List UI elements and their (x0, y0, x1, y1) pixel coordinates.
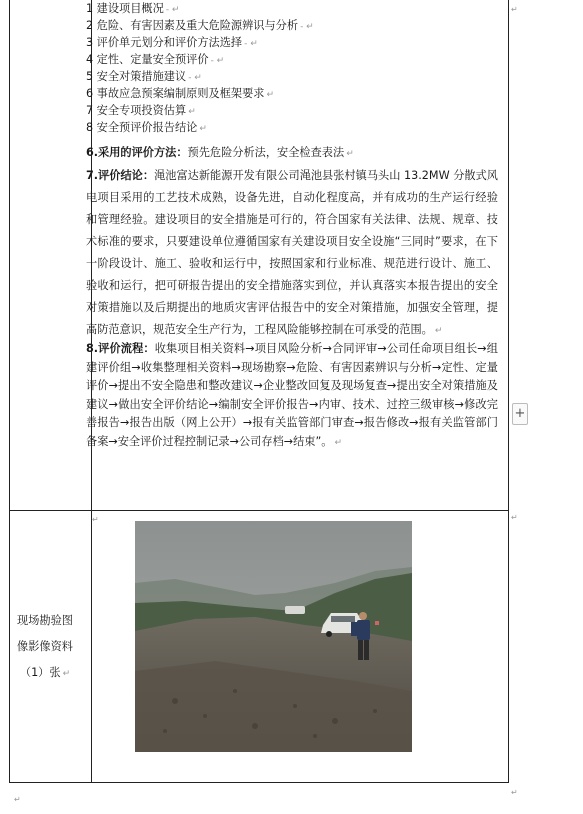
paragraph-mark: ↵ (334, 437, 343, 448)
site-survey-photo (135, 521, 412, 752)
list-item (86, 119, 498, 136)
paragraph-mark: - ↵ (188, 73, 202, 83)
label-line-text: （1）张 (19, 666, 61, 679)
paragraph-mark: ↵ (266, 90, 275, 100)
paragraph-mark: ↵ (434, 326, 443, 336)
photo-section-label (10, 608, 80, 687)
paragraph-mark: - ↵ (165, 5, 180, 15)
content-cell (86, 0, 498, 452)
list-item (86, 102, 498, 119)
row-divider (10, 510, 509, 511)
list-item-text: 1 建设项目概况 (86, 2, 164, 15)
conclusion-text: 渑池富达新能源开发有限公司渑池县张村镇马头山 13.2MW 分散式风电项目采用的工艺技术成熟，设备先进，自动化程度高，并有成功的生产运行经验和管理经验。建设项目的安全措施是可行的，符合国家有关法律、法规、规章、技术标准的要求，只要建设单位遵循国家有关建设项目安全设施“三同时”要求，在下一阶段设计、施工、验收和运行中，按照国家和行业标准、规范进行设计、施工、验收和运行，把可研报告提出的安全措施落实到位，并认真落实本报告提出的安全对策措施以及后期提出的地质灾害评估报告中的安全对策措施，加强安全管理，提高防范意识，规范安全生产行为，工程风险能够控制在可承受的范围。 (86, 169, 498, 336)
paragraph-mark: ↵ (14, 795, 21, 804)
list-item-text: 2 危险、有害因素及重大危险源辨识与分析 (86, 19, 299, 32)
paragraph-mark: - ↵ (300, 22, 314, 32)
add-row-button[interactable]: + (512, 403, 528, 425)
list-item (86, 0, 498, 17)
evaluation-flow (86, 340, 498, 452)
paragraph-mark: ↵ (92, 515, 99, 524)
cell-end-mark: ↵ (511, 513, 518, 522)
evaluation-method (86, 144, 498, 163)
parked-car-distant (285, 606, 305, 614)
method-label: 6.采用的评价方法： (86, 146, 188, 159)
list-item-text: 4 定性、定量安全预评价 (86, 53, 209, 66)
paragraph-mark: ↵ (62, 669, 71, 679)
list-item (86, 51, 498, 68)
paragraph-mark: ↵ (199, 124, 207, 134)
flow-text: 收集项目相关资料→项目风险分析→合同评审→公司任命项目组长→组建评价组→收集整理相关资料→现场勘察→危险、有害因素辨识与分析→定性、定量评价→提出不安全隐患和整改建议→企业整改回复及现场复查→提出安全对策措施及建议→做出安全评价结论→编制安全评价报告→内审、技术、过控三级审核→修改完善报告→报告出版（网上公开）→报有关监管部门审查→报告修改→报有关监管部门备案→安全评价过程控制记录→公司存档→结束”。 (86, 342, 498, 448)
method-text: 预先危险分析法，安全检查表法 (187, 146, 345, 159)
list-item-text: 6 事故应急预案编制原则及框架要求 (86, 87, 265, 100)
flow-label: 8.评价流程： (86, 342, 155, 355)
list-item-text: 5 安全对策措施建议 (86, 70, 187, 83)
list-item-text: 8 安全预评价报告结论 (86, 121, 198, 134)
label-line: 像影像资料 (17, 640, 73, 653)
list-item (86, 34, 498, 51)
label-line (10, 660, 80, 687)
label-line: 现场勘验图 (17, 614, 73, 627)
list-item-text: 3 评价单元划分和评价方法选择 (86, 36, 243, 49)
list-item (86, 85, 498, 102)
list-item-text: 7 安全专项投资估算 (86, 104, 187, 117)
paragraph-mark: - ↵ (244, 39, 258, 49)
list-item (86, 17, 498, 34)
paragraph-mark: - ↵ (210, 56, 225, 66)
paragraph-mark: ↵ (188, 107, 196, 117)
conclusion-label: 7.评价结论： (86, 169, 155, 182)
chapter-list (86, 0, 498, 136)
paragraph-mark: ↵ (346, 149, 354, 159)
cell-end-mark: ↵ (511, 5, 518, 14)
list-item (86, 68, 498, 85)
evaluation-conclusion (86, 165, 498, 342)
cell-end-mark: ↵ (511, 788, 518, 797)
